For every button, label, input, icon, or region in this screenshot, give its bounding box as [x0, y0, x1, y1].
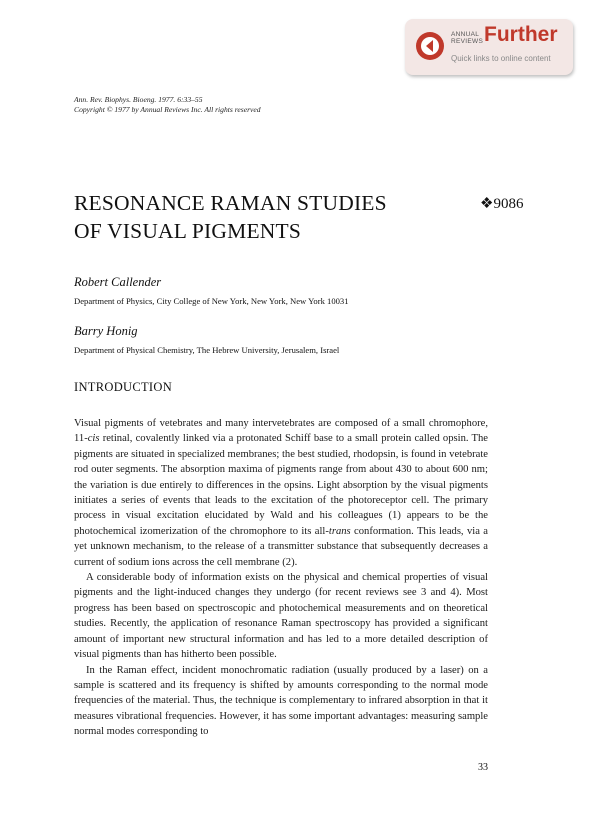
further-subtitle: Quick links to online content [451, 54, 551, 63]
article-title [74, 189, 387, 245]
paragraph-3: In the Raman effect, incident monochromatic radiation (usually produced by a laser) on a sample is scattered and its frequency is shifted by amounts corresponding to the normal mode frequencies of the material. Thus, the technique is complementary to infrared absorption in that it measures vibrational frequencies. However, it has some important advantages: measuring sample normal modes corresponding to [74, 664, 488, 738]
body-text [74, 416, 488, 740]
section-heading: INTRODUCTION [74, 380, 173, 394]
further-play-icon [415, 31, 445, 61]
further-word: Further [484, 23, 558, 46]
page-number: 33 [478, 762, 488, 773]
annual-reviews-label [451, 31, 483, 45]
further-badge[interactable] [405, 19, 573, 75]
article-code: ❖9086 [480, 196, 524, 212]
title-line-2: OF VISUAL PIGMENTS [74, 219, 301, 243]
author-name-1: Robert Callender [74, 275, 162, 289]
author-name-2: Barry Honig [74, 324, 138, 338]
reviews-label: REVIEWS [451, 38, 484, 45]
paragraph-2: A considerable body of information exists on the physical and chemical properties of visual pigments and the light-induced changes they undergo (for recent reviews see 3 and 4). Most progress has been based on spectroscopic and photochemical measurements and on theoretical studies. Recently, the application of resonance Raman spectroscopy has provided a significant amount of important new structural information and has led to a more detailed description of visual pigments than has hitherto been possible. [74, 572, 488, 661]
journal-citation [74, 95, 261, 115]
author-affiliation-1: Department of Physics, City College of New York, New York, New York 10031 [74, 296, 349, 306]
citation-line-2: Copyright © 1977 by Annual Reviews Inc. All rights reserved [74, 105, 261, 114]
citation-line-1: Ann. Rev. Biophys. Bioeng. 1977. 6:33–55 [74, 95, 203, 104]
paragraph-1: Visual pigments of vetebrates and many intervetebrates are composed of a small chromophore, 11-cis retinal, covalently linked via a protonated Schiff base to a small protein called opsin. The pigments are situated in specialized membranes; the best studied, rhodopsin, is found in vetebrate rod outer segments. The absorption maxima of pigments range from about 430 to about 600 nm; the variation is due entirely to differences in the opsins. Light absorption by the visual pigments initiates a series of events that leads to the excitation of the photoreceptor cell. The primary process in visual excitation elucidated by Wald and his colleagues (1) appears to be the photochemical izomerization of the chromophore to its all-trans conformation. This leads, via a yet unknown mechanism, to the release of a transmitter substance that subsequently decreases a current of sodium ions across the cell membrane (2). [74, 418, 488, 568]
author-affiliation-2: Department of Physical Chemistry, The Hebrew University, Jerusalem, Israel [74, 345, 340, 355]
annual-label: ANNUAL [451, 31, 480, 38]
title-line-1: RESONANCE RAMAN STUDIES [74, 191, 387, 215]
